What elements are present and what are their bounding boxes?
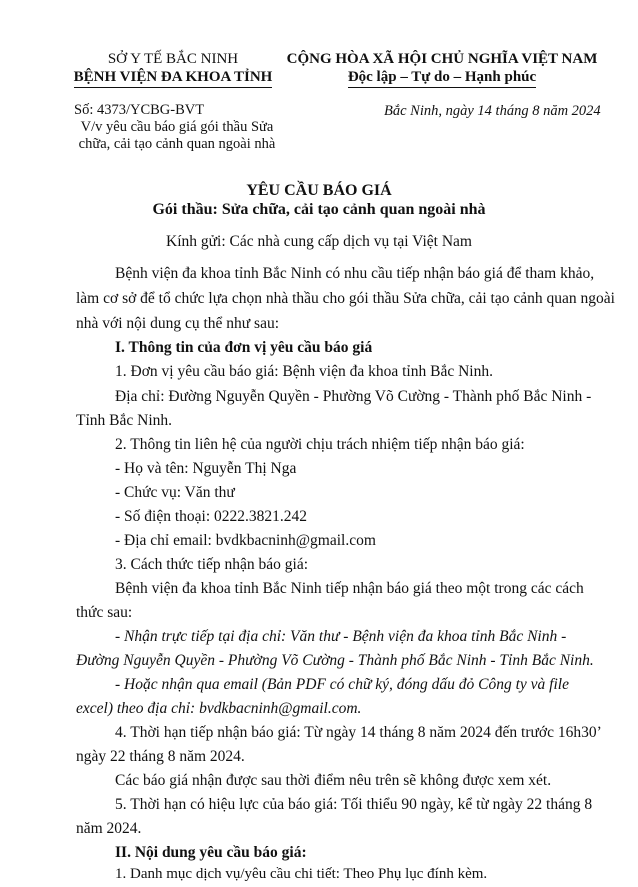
body-line: Bệnh viện đa khoa tỉnh Bắc Ninh tiếp nhận báo giá theo một trong các cách xyxy=(115,580,584,597)
date-line: Bắc Ninh, ngày 14 tháng 8 năm 2024 xyxy=(384,103,601,119)
section-heading: II. Nội dung yêu cầu báo giá: xyxy=(115,844,307,861)
subject-line: chữa, cải tạo cảnh quan ngoài nhà xyxy=(78,136,276,152)
body-line: - Địa chỉ email: bvdkbacninh@gmail.com xyxy=(115,532,376,549)
section-heading: I. Thông tin của đơn vị yêu cầu báo giá xyxy=(115,339,373,356)
body-line: ngày 22 tháng 8 năm 2024. xyxy=(76,748,245,765)
body-line: 1. Đơn vị yêu cầu báo giá: Bệnh viện đa khoa tỉnh Bắc Ninh. xyxy=(115,363,493,380)
nation-name: CỘNG HÒA XÃ HỘI CHỦ NGHĨA VIỆT NAM xyxy=(286,51,598,67)
body-line: 2. Thông tin liên hệ của người chịu trách nhiệm tiếp nhận báo giá: xyxy=(115,436,525,453)
body-line: 3. Cách thức tiếp nhận báo giá: xyxy=(115,556,309,573)
document-subtitle: Gói thầu: Sửa chữa, cải tạo cảnh quan ngoài nhà xyxy=(152,201,486,218)
hospital-name: BỆNH VIỆN ĐA KHOA TỈNH xyxy=(74,68,273,88)
body-line: - Chức vụ: Văn thư xyxy=(115,484,235,501)
body-line: 5. Thời hạn có hiệu lực của báo giá: Tối thiểu 90 ngày, kể từ ngày 22 tháng 8 xyxy=(115,796,593,813)
subject-line: V/v yêu cầu báo giá gói thầu Sửa xyxy=(80,119,274,135)
body-line: 4. Thời hạn tiếp nhận báo giá: Từ ngày 14 tháng 8 năm 2024 đến trước 16h30’ xyxy=(115,724,602,741)
body-line: excel) theo địa chỉ: bvdkbacninh@gmail.com. xyxy=(76,700,362,717)
document-title: YÊU CẦU BÁO GIÁ xyxy=(246,182,392,199)
body-line: làm cơ sở để tổ chức lựa chọn nhà thầu cho gói thầu Sửa chữa, cải tạo cảnh quan ngoài xyxy=(76,290,615,307)
body-line: nhà với nội dung cụ thể như sau: xyxy=(76,315,279,332)
body-line: - Hoặc nhận qua email (Bản PDF có chữ ký, đóng dấu đỏ Công ty và file xyxy=(115,676,569,693)
body-line: - Nhận trực tiếp tại địa chỉ: Văn thư - Bệnh viện đa khoa tỉnh Bắc Ninh - xyxy=(115,628,567,645)
document-number: Số: 4373/YCBG-BVT xyxy=(74,102,205,118)
body-line: Địa chỉ: Đường Nguyễn Quyền - Phường Võ Cường - Thành phố Bắc Ninh - xyxy=(115,388,592,405)
national-header xyxy=(282,50,602,88)
body-line: Đường Nguyễn Quyền - Phường Võ Cường - Thành phố Bắc Ninh - Tỉnh Bắc Ninh. xyxy=(76,652,594,669)
body-line: Các báo giá nhận được sau thời điểm nêu trên sẽ không được xem xét. xyxy=(115,772,552,789)
body-line: Bệnh viện đa khoa tỉnh Bắc Ninh có nhu cầu tiếp nhận báo giá để tham khảo, xyxy=(115,265,595,282)
body-line: thức sau: xyxy=(76,604,133,621)
national-motto: Độc lập – Tự do – Hạnh phúc xyxy=(348,68,536,88)
document-subject xyxy=(66,119,288,153)
body-line: 1. Danh mục dịch vụ/yêu cầu chi tiết: Theo Phụ lục đính kèm. xyxy=(115,866,488,882)
ministry-name: SỞ Y TẾ BẮC NINH xyxy=(107,51,239,67)
body-line: Tỉnh Bắc Ninh. xyxy=(76,412,172,429)
body-line: - Họ và tên: Nguyễn Thị Nga xyxy=(115,460,297,477)
body-line: - Số điện thoại: 0222.3821.242 xyxy=(115,508,308,525)
body-line: năm 2024. xyxy=(76,820,142,837)
greeting: Kính gửi: Các nhà cung cấp dịch vụ tại Việt Nam xyxy=(166,233,472,250)
issuer-block xyxy=(58,50,288,88)
